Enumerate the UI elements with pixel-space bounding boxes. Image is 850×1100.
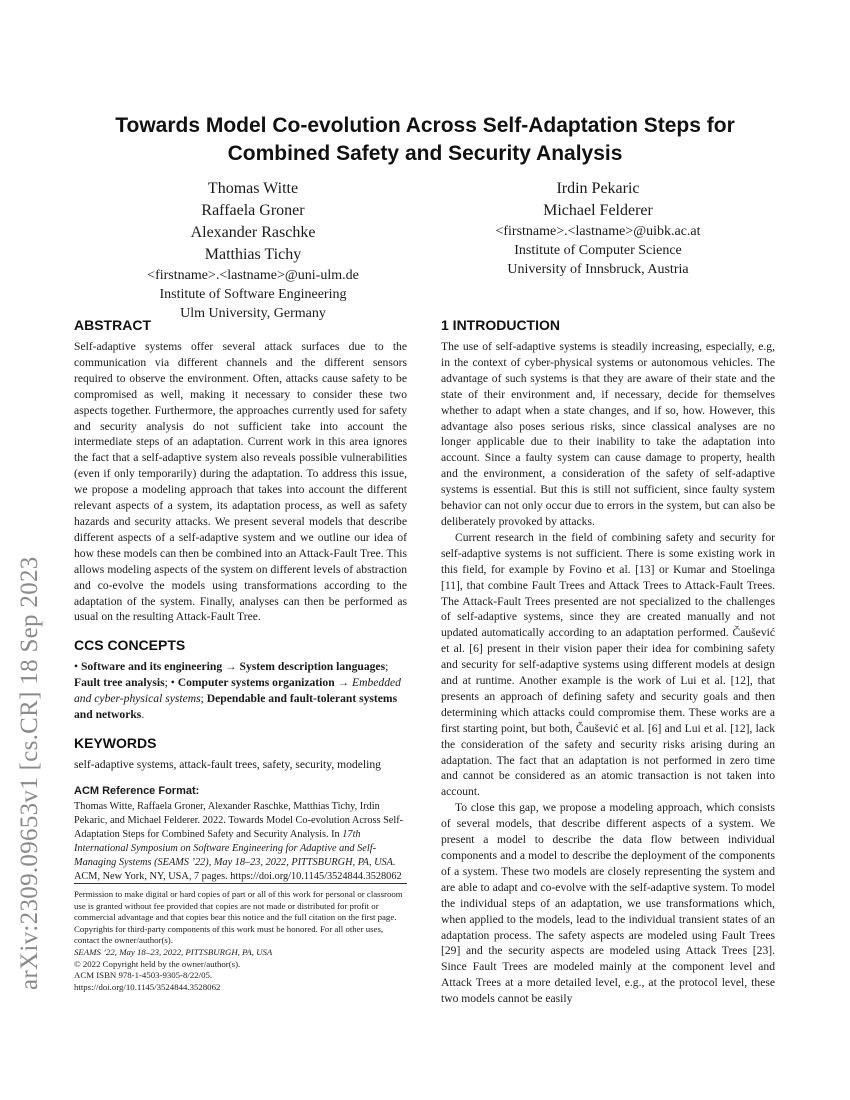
- author-block-innsbruck: [448, 178, 748, 279]
- copyright-footnote: [74, 883, 407, 993]
- ccs-concepts-section: [74, 636, 407, 723]
- ccs-text: • Software and its engineering → System description languages; Fault tree analysis; • Computer systems organization → Embedded and cyber-physical systems; Dependable and fault-tolerant systems and networks.: [74, 660, 401, 722]
- author-name: Irdin Pekaric: [556, 180, 640, 197]
- author-institute: Institute of Software Engineering: [159, 287, 347, 302]
- permission-notice: Permission to make digital or hard copies of part or all of this work for personal or classroom use is granted without fee provided that copies are not made or distributed for profit or commercial advantage and that copies bear this notice and the full citation on the first page. Copyrights for third-party components of this work must be honored. For all other uses, contact the owner/author(s).: [74, 889, 403, 946]
- copyright-line: © 2022 Copyright held by the owner/author(s).: [74, 958, 241, 969]
- paper-title: Towards Model Co-evolution Across Self-Adaptation Steps for Combined Safety and Security Analysis: [115, 114, 735, 165]
- ccs-item: → Embedded and cyber-physical systems: [74, 676, 401, 706]
- bullet-icon: •: [170, 676, 175, 690]
- ccs-item: Computer systems organization: [177, 676, 335, 690]
- ccs-item: Software and its engineering → System description languages: [80, 660, 386, 674]
- doi-link[interactable]: ACM, New York, NY, USA, 7 pages. https://doi.org/10.1145/3524844.3528062: [74, 870, 402, 882]
- acm-reference-text: Thomas Witte, Raffaela Groner, Alexander Raschke, Matthias Tichy, Irdin Pekaric, and Michael Felderer. 2022. Towards Model Co-evolution Across Self-Adaptation Steps for Combined Safety and Security Analysis. In 17th International Symposium on Software Engineering for Adaptive and Self-Managing Systems (SEAMS ’22), May 18–23, 2022, PITTSBURGH, PA, USA. ACM, New York, NY, USA, 7 pages. https://doi.org/10.1145/3524844.3528062: [74, 800, 404, 882]
- author-university: University of Innsbruck, Austria: [507, 262, 689, 277]
- doi-link[interactable]: https://doi.org/10.1145/3524844.3528062: [74, 981, 221, 992]
- author-email: <firstname>.<lastname>@uni-ulm.de: [147, 268, 359, 283]
- introduction-paragraph: Current research in the field of combining safety and security for self-adaptive systems is not sufficient. There is some existing work in this field, for example by Fovino et al. [13] or Kumar and Stoelinga [11], that combine Fault Trees and Attack Trees to Attack-Fault Trees. The Attack-Fault Trees presented are not specialized to the challenges of self-adaptive systems, since they are created manually and not updated automatically according to an adaptation performed. Čaušević et al. [6] present in their vision paper their idea for combining safety and security for self-adaptive systems using different models at design and at runtime. Another example is the work of Lui et al. [12], that presents an approach of defining safety and security goals and then determining which attacks could compromise them. These works are a first starting point, but both, Čaušević et al. [6] and Lui et al. [12], lack the consideration of the safety and security risks arising during an adaptation. The fact that an adaptation is not performed in zero time and cannot be considered as an atomic transaction is not taken into account.: [441, 530, 775, 799]
- author-university: Ulm University, Germany: [180, 306, 326, 321]
- author-email: <firstname>.<lastname>@uibk.ac.at: [495, 224, 701, 239]
- author-name: Thomas Witte: [207, 180, 299, 197]
- author-name: Michael Felderer: [543, 202, 653, 219]
- isbn-line: ACM ISBN 978-1-4503-9305-8/22/05.: [74, 970, 213, 981]
- abstract-heading: ABSTRACT: [74, 317, 151, 333]
- author-institute: Institute of Computer Science: [514, 243, 682, 258]
- author-name: Raffaela Groner: [201, 202, 305, 219]
- bullet-icon: •: [74, 660, 79, 674]
- right-column: [441, 316, 775, 1007]
- acm-reference: [74, 784, 407, 884]
- keywords-text: self-adaptive systems, attack-fault trees, safety, security, modeling: [74, 757, 381, 771]
- abstract-section: [74, 316, 407, 625]
- author-name: Alexander Raschke: [190, 224, 316, 241]
- arxiv-identifier: arXiv:2309.09653v1 [cs.CR] 18 Sep 2023: [16, 556, 43, 990]
- venue-line: SEAMS ’22, May 18–23, 2022, PITTSBURGH, PA, USA: [74, 946, 273, 957]
- author-block-ulm: [108, 178, 398, 323]
- introduction-paragraph: To close this gap, we propose a modeling approach, which consists of several models, that describe different aspects of a system. We present a model to describe the data flow between individual components and a model to describe the deployment of the components of a system. These two models are closely representing the system and are able to adapt and co-evolve with the self-adaptive system. To model the individual steps of an adaptation, we use transformations which, when applied to the models, lead to the individual transient states of an adaptation process. The safety aspects are modeled using Fault Trees [29] and the security aspects are modeled using Attack Trees [23]. Since Fault Trees are modeled mainly at the component level and Attack Trees at a more detailed level, e.g., at the protocol level, these two models cannot be easily: [441, 801, 775, 1006]
- introduction-paragraph: The use of self-adaptive systems is steadily increasing, especially, e.g, in the context of cyber-physical systems or autonomous vehicles. The advantage of such systems is that they are aware of their state and the state of their environment and, if necessary, decide for themselves whether to adapt when a state changes, and if so, how. However, this advantage also poses serious risks, since classical analyses are no longer applicable due to their inability to take the adaptation into account. Since a faulty system can cause damage to property, health and the environment, a consideration of the safety of self-adaptive systems is essential. But this is still not sufficient, since faulty system behavior can not only occur due to errors in the system, but can also be deliberately provoked by attacks.: [441, 340, 775, 528]
- ccs-heading: CCS CONCEPTS: [74, 637, 186, 654]
- ccs-item: Dependable and fault-tolerant systems and networks: [74, 692, 398, 722]
- keywords-heading: KEYWORDS: [74, 734, 157, 751]
- abstract-text: Self-adaptive systems offer several attack surfaces due to the communication via different channels and the different sensors required to observe the environment. Often, attacks cause safety to be compromised as well, making it necessary to consider these two aspects together. Furthermore, the approaches currently used for safety and security analysis do not sufficient take into account the intermediate steps of an adaptation. Current work in this area ignores the fact that a self-adaptive system also reveals possible vulnerabilities (even if only temporarily) during the adaptation. To address this issue, we propose a modeling approach that takes into account the different relevant aspects of a system, its adaptation process, as well as safety hazards and security attacks. We present several models that describe different aspects of a self-adaptive system and we outline our idea of how these models can then be combined into an Attack-Fault Tree. This allows modeling aspects of the system on different levels of abstraction and co-evolve the models using transformations according to the adaptation of the system. Finally, analyses can then be performed as usual on the resulting Attack-Fault Tree.: [74, 340, 407, 624]
- ccs-item: Fault tree analysis: [74, 676, 165, 690]
- keywords-section: [74, 734, 407, 773]
- author-name: Matthias Tichy: [204, 246, 302, 263]
- left-column: [74, 316, 407, 884]
- introduction-heading: 1 INTRODUCTION: [441, 317, 560, 333]
- acm-reference-heading: ACM Reference Format:: [74, 784, 200, 797]
